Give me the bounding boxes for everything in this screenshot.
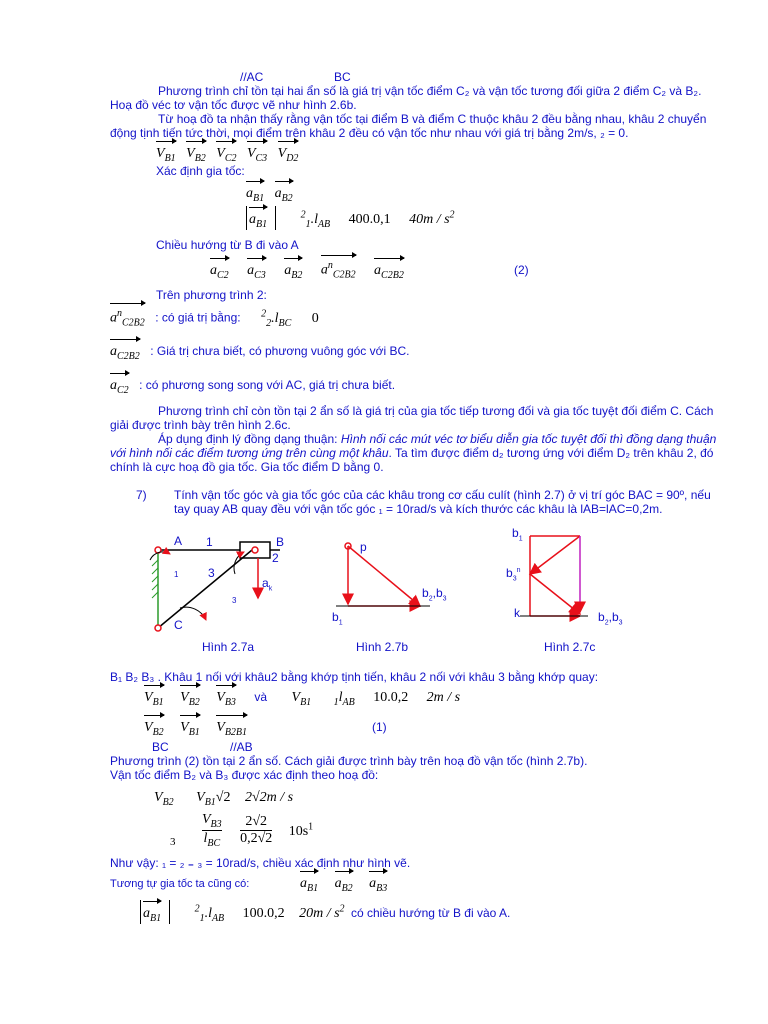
paragraph-4: Áp dụng định lý đồng dạng thuận: Hình nối các mút véc tơ biểu diễn gia tốc tuyệt đối thì đồng dạng thuận với hình nối các điểm tương ứng trên cùng một khâu. Ta tìm được điểm d₂ tương ứng với điểm D₂ trên khâu 2, đó chính là cực hoạ đồ gia tốc. Gia tốc điểm D bằng 0. bbox=[110, 432, 717, 474]
velocity-b-equation: $V_{B1}$ $V_{B2}$ $V_{B3}$ và $V_{B1}$ $_1l_{AB}$ 10.0,2 2m / s bbox=[144, 684, 460, 708]
omega3-equation: $_3$ $V_{B3}$ $l_{BC}$ $\frac{2√2}{0,2√2}$ $10s^1$ bbox=[170, 812, 314, 849]
fig-b-label-b1: $b_1$ bbox=[332, 610, 343, 627]
caption-2-7c: Hình 2.7c bbox=[544, 640, 596, 654]
paragraph-3: Phương trình chỉ còn tồn tại 2 ẩn số là giá trị của gia tốc tiếp tương đối và gia tốc tuyệt đối điểm C. Cách giải được trình bày trên hình 2.6c. bbox=[110, 404, 714, 432]
fig-c-label-k: k bbox=[514, 606, 520, 620]
fig-c-label-b23: $b_2,b_3$ bbox=[598, 610, 623, 627]
fig-c-label-b3n: $b_3^n$ bbox=[506, 566, 521, 583]
velocity-b2-equation: $V_{B2}$ $V_{B1}√2$ 2√2m / s bbox=[154, 790, 294, 808]
fig-a-label-ak: $a_k$ bbox=[262, 576, 273, 593]
fig-a-label-2: 2 bbox=[272, 551, 279, 565]
figure-2-7a bbox=[150, 542, 280, 631]
ac-label: //AC bbox=[240, 70, 264, 84]
equation-number-1: (1) bbox=[372, 720, 387, 734]
fig-a-label-A: A bbox=[174, 534, 183, 548]
paragraph-7: Như vậy: ₁ = ₂ ₌ ₃ = 10rad/s, chiều xác định như hình vẽ. bbox=[110, 856, 411, 870]
accel-b-equation: $a_{B1}$ $a_{B2}$ $a_{B3}$ bbox=[300, 870, 393, 894]
fig-a-label-1: 1 bbox=[206, 535, 213, 549]
paragraph-6: Vận tốc điểm B₂ và B₃ được xác định theo hoạ đồ: bbox=[110, 768, 379, 782]
under-ab: //AB bbox=[230, 740, 253, 754]
equation-number-2: (2) bbox=[514, 263, 529, 277]
accel-equation-2: $a_{B1}$ $^2_1.l_{AB}$ 400.0,1 $40m / s^2$ bbox=[246, 206, 455, 230]
equation-2: $a_{C2}$ $a_{C3}$ $a_{B2}$ $a^n_{C2B2}$ $a_{C2B2}$ bbox=[210, 254, 410, 280]
fig-a-label-3: 3 bbox=[208, 566, 215, 580]
paragraph-1: Phương trình chỉ tồn tại hai ẩn số là giá trị vận tốc điểm C₂ và vận tốc tương đối giữa 2 điểm C₂ và B₂. Hoạ đồ véc tơ vận tốc được vẽ như hình 2.6b. bbox=[110, 84, 702, 112]
fig-a-label-omega1: 1 bbox=[174, 570, 179, 579]
figure-2-7b bbox=[336, 543, 430, 606]
paragraph-5: Phương trình (2) tồn tại 2 ẩn số. Cách giải được trình bày trên hoạ đồ vận tốc (hình 2.7b). bbox=[110, 754, 588, 768]
direction-1: Chiều hướng từ B đi vào A bbox=[156, 238, 299, 252]
remark-1: $a^n_{C2B2}$ : có giá trị bằng: $^2_2.l_{BC}$ 0 bbox=[110, 302, 319, 328]
caption-2-7a: Hình 2.7a bbox=[202, 640, 255, 654]
equation-1: $V_{B2}$ $V_{B1}$ $V_{B2B1}$ bbox=[144, 714, 253, 738]
under-bc: BC bbox=[152, 740, 169, 754]
question-text: Tính vận tốc góc và gia tốc góc của các khâu trong cơ cấu culít (hình 2.7) ở vị trí góc BAC = 90º, nếu tay quay AB quay đều với vận tốc góc ₁ = 10rad/s và kích thước các khâu là lAB=lAC=0,2m. bbox=[174, 488, 711, 516]
fig-b-label-p: p bbox=[360, 540, 367, 554]
bc-label: BC bbox=[334, 70, 351, 84]
question-number: 7) bbox=[136, 488, 147, 502]
fig-c-label-b1: $b_1$ bbox=[512, 526, 523, 543]
caption-2-7b: Hình 2.7b bbox=[356, 640, 409, 654]
fig-b-label-b23: $b_2,b_3$ bbox=[422, 586, 447, 603]
fig-a-label-B: B bbox=[276, 535, 285, 549]
remark-3: $a_{C2}$ : có phương song song với AC, giá trị chưa biết. bbox=[110, 372, 395, 396]
figure-2-7c bbox=[520, 536, 588, 616]
figures bbox=[140, 524, 660, 634]
on-equation-2: Trên phương trình 2: bbox=[156, 288, 267, 302]
fig-a-label-C: C bbox=[174, 618, 183, 632]
line-b: B₁ B₂ B₃ . Khâu 1 nối với khâu2 bằng khớp tịnh tiến, khâu 2 nối với khâu 3 bằng khớp quay: bbox=[110, 670, 599, 684]
accel-title: Xác định gia tốc: bbox=[156, 164, 245, 178]
paragraph-8: Tương tự gia tốc ta cũng có: bbox=[110, 878, 250, 890]
accel-equation-1: $a_{B1}$ $a_{B2}$ bbox=[246, 180, 299, 204]
fig-a-label-omega3: 3 bbox=[232, 596, 237, 605]
accel-b1-equation: $a_{B1}$ $^2_1.l_{AB}$ 100.0,2 $20m / s^2$ có chiều hướng từ B đi vào A. bbox=[140, 900, 510, 924]
remark-2: $a_{C2B2}$ : Giá trị chưa biết, có phương vuông góc với BC. bbox=[110, 338, 410, 362]
velocity-equation: $V_{B1}$ $V_{B2}$ $V_{C2}$ $V_{C3}$ $V_{D2}$ bbox=[156, 140, 304, 164]
paragraph-2: Từ hoạ đồ ta nhận thấy rằng vận tốc tại điểm B và điểm C thuộc khâu 2 đều bằng nhau, khâu 2 chuyển động tịnh tiến tức thời, mọi điểm trên khâu 2 đều có vận tốc như nhau với giá trị bằng 2m/s, ₂ = 0. bbox=[110, 112, 707, 140]
